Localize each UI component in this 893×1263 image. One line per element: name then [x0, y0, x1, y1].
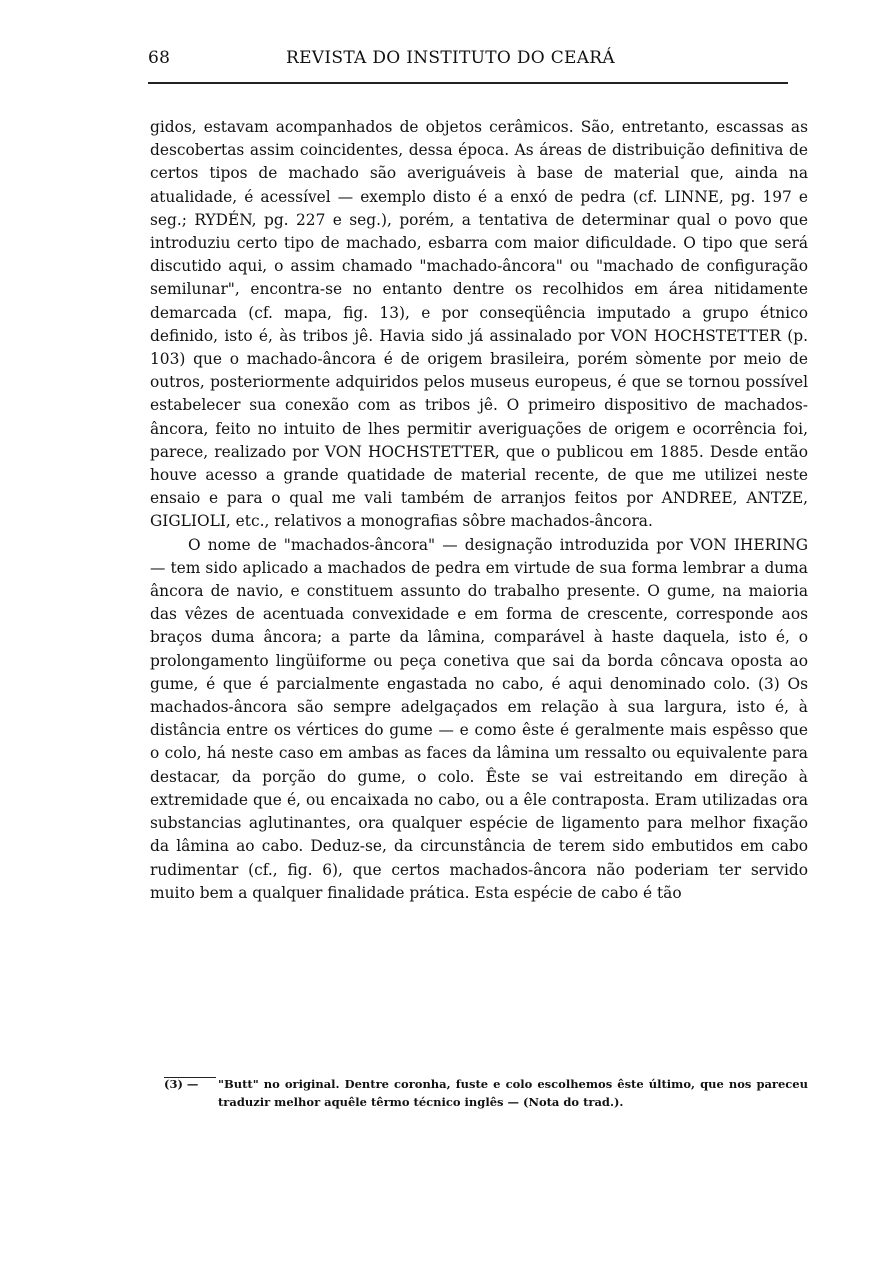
- body-text: [150, 116, 808, 905]
- running-title: REVISTA DO INSTITUTO DO CEARÁ: [286, 48, 615, 68]
- document-page: [148, 48, 808, 1109]
- footnote-text: "Butt" no original. Dentre coronha, fuste e colo escolhemos êste último, que nos pareceu traduzir melhor aquêle têrmo técnico inglês — (Nota do trad.).: [218, 1077, 808, 1109]
- page-header: [148, 48, 808, 72]
- header-rule: [148, 82, 788, 84]
- paragraph-continuation: gidos, estavam acompanhados de objetos cerâmicos. São, entretanto, escassas as descobertas assim coincidentes, dessa época. As áreas de distribuição definitiva de certos tipos de machado são averiguáveis à base de material que, ainda na atualidade, é acessível — exemplo disto é a enxó de pedra (cf. LINNE, pg. 197 e seg.; RYDÉN, pg. 227 e seg.), porém, a tentativa de determinar qual o povo que introduziu certo tipo de machado, esbarra com maior dificuldade. O tipo que será discutido aqui, o assim chamado "machado-âncora" ou "machado de configuração semilunar", encontra-se no entanto dentre os recolhidos em área nitidamente demarcada (cf. mapa, fig. 13), e por conseqüência imputado a grupo étnico definido, isto é, às tribos jê. Havia sido já assinalado por VON HOCHSTETTER (p. 103) que o machado-âncora é de origem brasileira, porém sòmente por meio de outros, posteriormente adquiridos pelos museus europeus, é que se tornou possível estabelecer sua conexão com as tribos jê. O primeiro dispositivo de machados-âncora, feito no intuito de lhes permitir averiguações de origem e ocorrência foi, parece, realizado por VON HOCHSTETTER, que o publicou em 1885. Desde então houve acesso a grande quatidade de material recente, de que me utilizei neste ensaio e para o qual me vali também de arranjos feitos por ANDREE, ANTZE, GIGLIOLI, etc., relativos a monografias sôbre machados-âncora.: [150, 118, 808, 531]
- paragraph-anchor-axes: O nome de "machados-âncora" — designação introduzida por VON IHERING — tem sido aplicado a machados de pedra em virtude de sua forma lembrar a duma âncora de navio, e constituem assunto do trabalho presente. O gume, na maioria das vêzes de acentuada convexidade e em forma de crescente, corresponde aos braços duma âncora; a parte da lâmina, comparável à haste daquela, isto é, o prolongamento lingüiforme ou peça conetiva que sai da borda côncava oposta ao gume, é que é parcialmente engastada no cabo, é aqui denominado colo. (3) Os machados-âncora são sempre adelgaçados em relação à sua largura, isto é, à distância entre os vértices do gume — e como êste é geralmente mais espêsso que o colo, há neste caso em ambas as faces da lâmina um ressalto ou equivalente para destacar, da porção do gume, o colo. Êste se vai estreitando em direção à extremidade que é, ou encaixada no cabo, ou a êle contraposta. Eram utilizadas ora substancias aglutinantes, ora qualquer espécie de ligamento para melhor fixação da lâmina ao cabo. Deduz-se, da circunstância de terem sido embutidos em cabo rudimentar (cf., fig. 6), que certos machados-âncora não poderiam ter servido muito bem a qualquer finalidade prática. Esta espécie de cabo é tão: [150, 535, 808, 902]
- footnote-marker: (3) —: [164, 1077, 199, 1091]
- page-number: 68: [148, 48, 171, 68]
- footnote: [164, 1075, 808, 1111]
